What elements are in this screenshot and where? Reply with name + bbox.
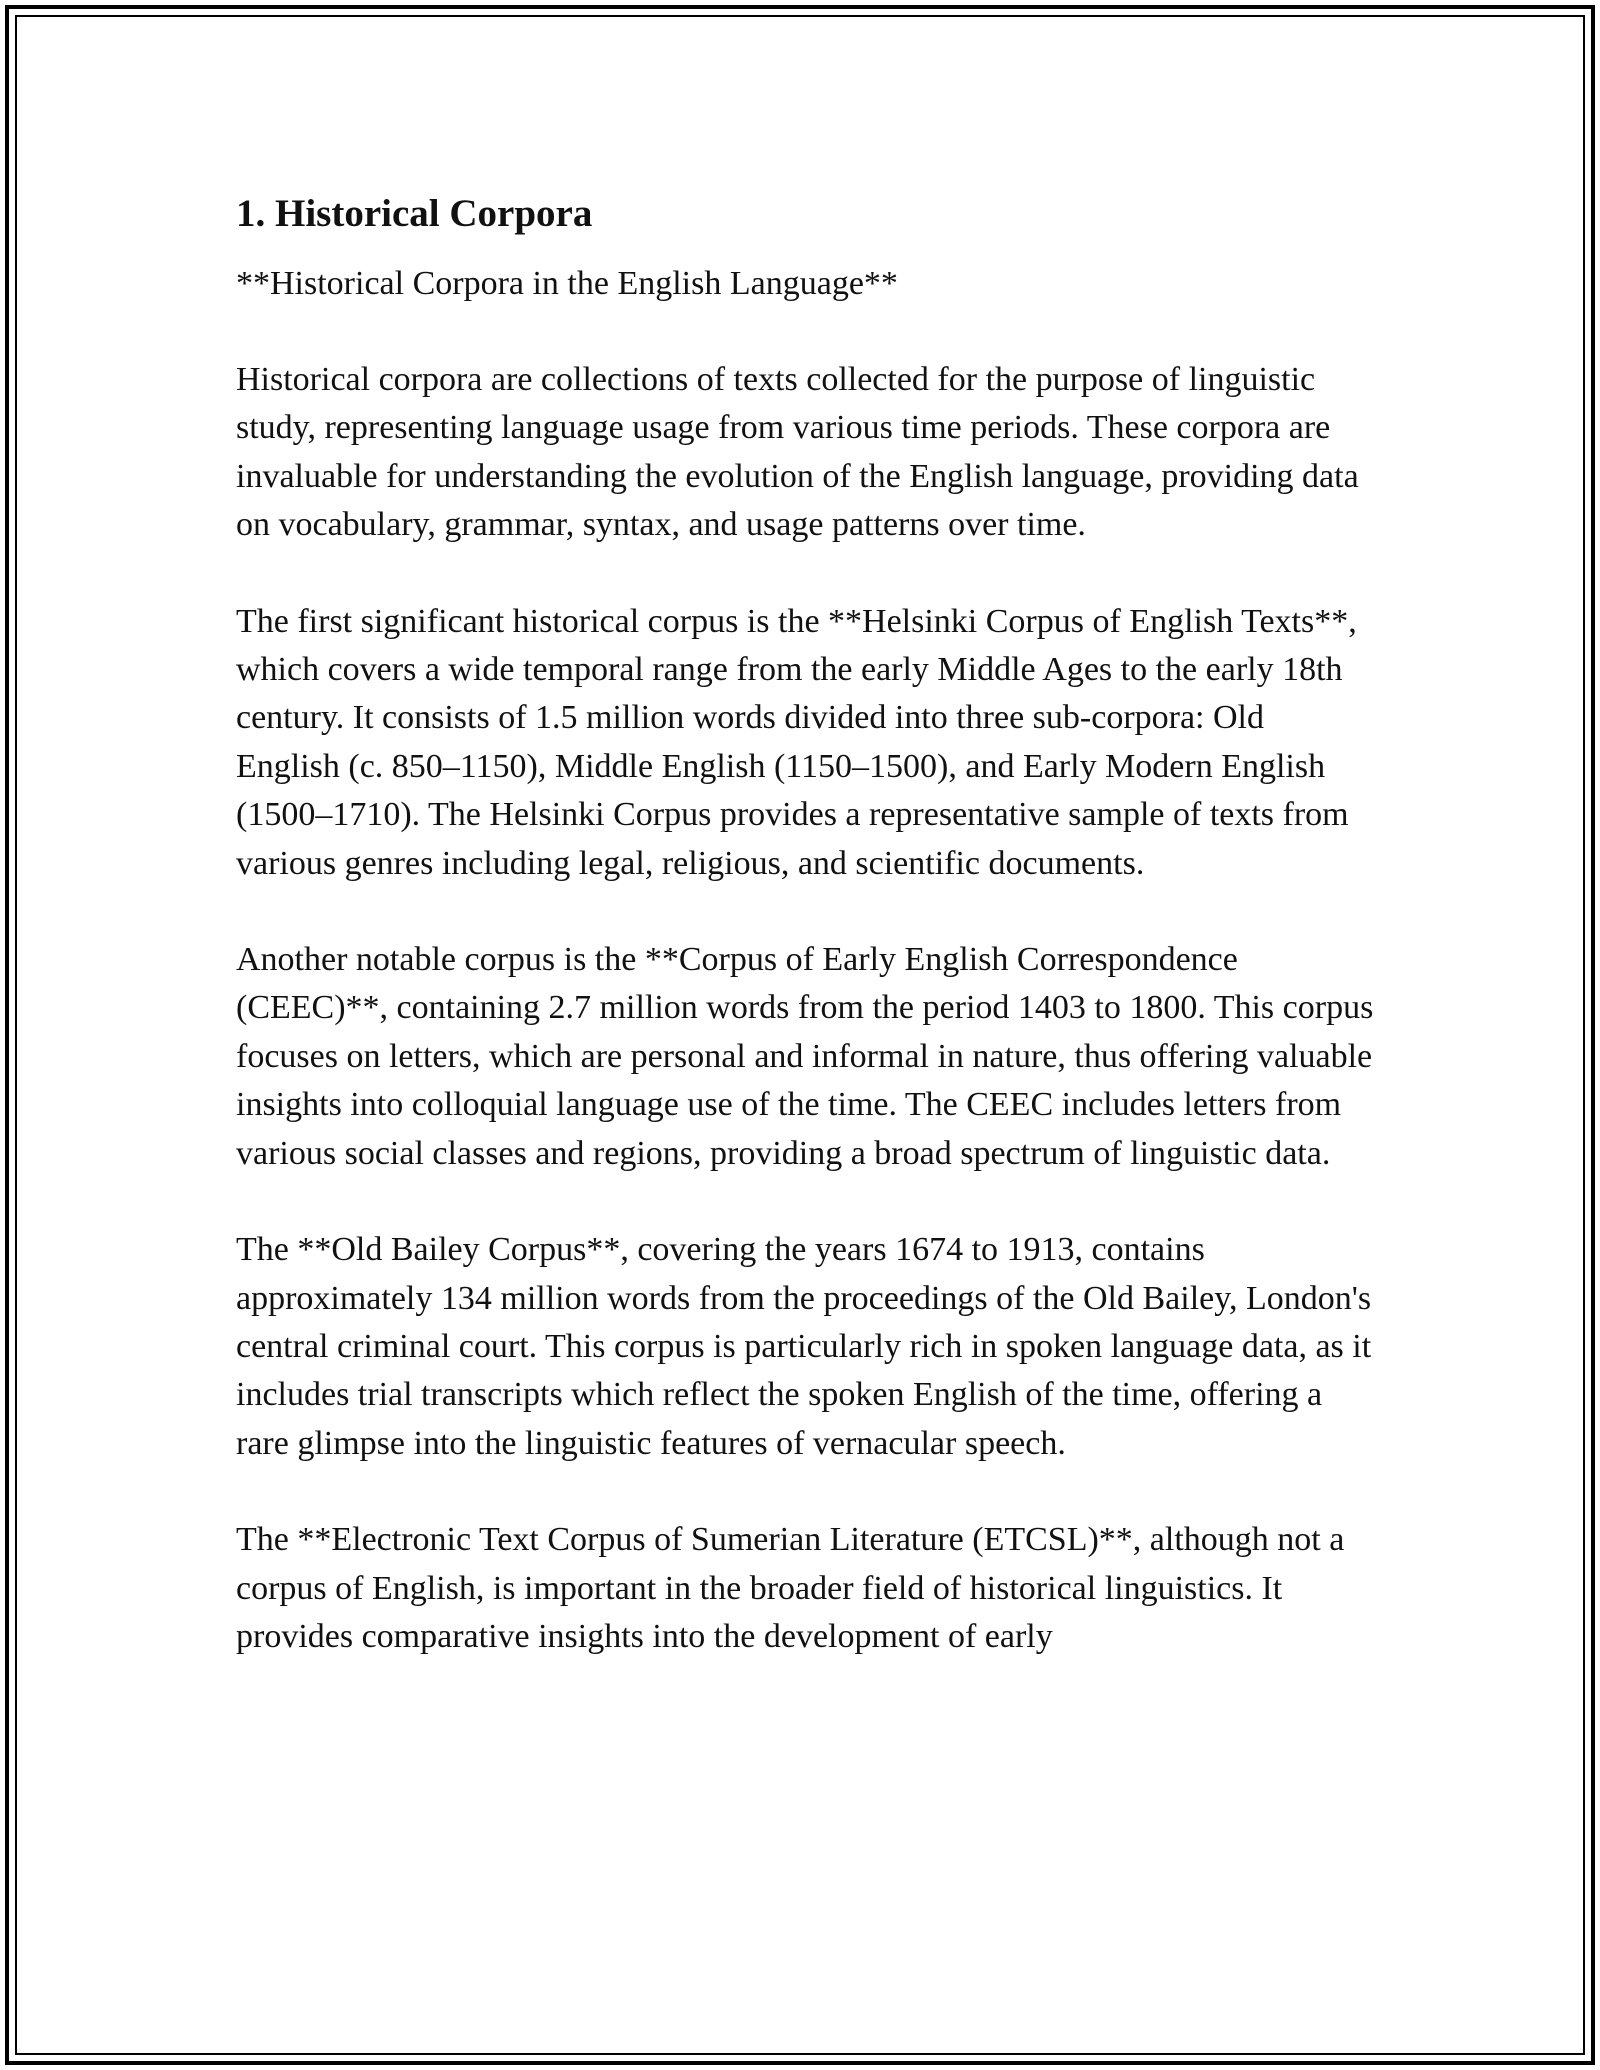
document-body	[236, 186, 1376, 1709]
paragraph-etcsl-corpus: The **Electronic Text Corpus of Sumerian Literature (ETCSL)**, although not a corpus of English, is important in the broader field of historical linguistics. It provides comparative insights into the development of early	[236, 1521, 1345, 1655]
paragraph-intro: Historical corpora are collections of texts collected for the purpose of linguistic study, representing language usage from various time periods. These corpora are invaluable for understanding the evolution of the English language, providing data on vocabulary, grammar, syntax, and usage patterns over time.	[236, 361, 1359, 544]
paragraph-ceec-corpus: Another notable corpus is the **Corpus of Early English Correspondence (CEEC)**, containing 2.7 million words from the period 1403 to 1800. This corpus focuses on letters, which are personal and informal in nature, thus offering valuable insights into colloquial language use of the time. The CEEC includes letters from various social classes and regions, providing a broad spectrum of linguistic data.	[236, 941, 1374, 1172]
section-heading: 1. Historical Corpora	[236, 192, 593, 235]
paragraph-helsinki-corpus: The first significant historical corpus is the **Helsinki Corpus of English Texts**, which covers a wide temporal range from the early Middle Ages to the early 18th century. It consists of 1.5 million words divided into three sub-corpora: Old English (c. 850–1150), Middle English (1150–1500), and Early Modern English (1500–1710). The Helsinki Corpus provides a representative sample of texts from various genres including legal, religious, and scientific documents.	[236, 602, 1357, 882]
paragraph-old-bailey-corpus: The **Old Bailey Corpus**, covering the years 1674 to 1913, contains approximately 134 million words from the proceedings of the Old Bailey, London's central criminal court. This corpus is particularly rich in spoken language data, as it includes trial transcripts which reflect the spoken English of the time, offering a rare glimpse into the linguistic features of vernacular speech.	[236, 1231, 1372, 1462]
section-subtitle: **Historical Corpora in the English Language**	[236, 265, 898, 302]
